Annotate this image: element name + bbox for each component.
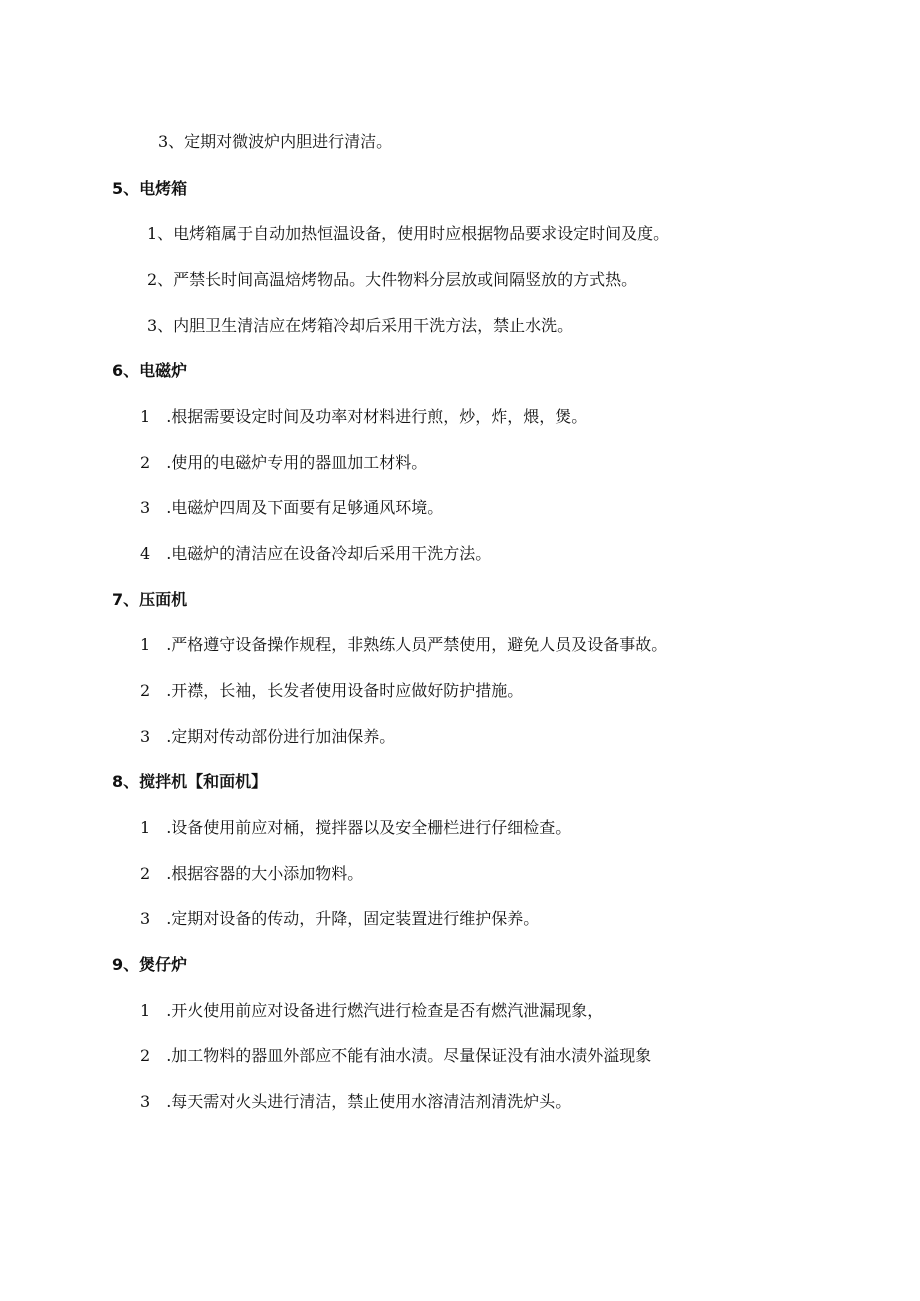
item-text: .根据需要设定时间及功率对材料进行煎，炒，炸，煨，煲。 xyxy=(166,407,588,426)
dough-press-item-2 xyxy=(140,681,523,701)
item-number: 4 xyxy=(140,544,151,563)
oven-item-1: 1、电烤箱属于自动加热恒温设备，使用时应根据物品要求设定时间及度。 xyxy=(147,224,670,243)
section-heading-induction: 6、电磁炉 xyxy=(112,361,188,380)
item-number: 1 xyxy=(140,1001,151,1020)
item-text: .使用的电磁炉专用的器皿加工材料。 xyxy=(166,453,428,472)
item-text: .电磁炉的清洁应在设备冷却后采用干洗方法。 xyxy=(166,544,492,563)
section-heading-mixer: 8、搅拌机【和面机】 xyxy=(112,772,268,791)
item-number: 1 xyxy=(140,407,151,426)
induction-item-2 xyxy=(140,453,427,473)
dough-press-item-3 xyxy=(140,727,395,747)
item-number: 3 xyxy=(140,909,151,928)
intro-item-3 xyxy=(158,132,392,152)
claypot-stove-item-1 xyxy=(140,1001,603,1021)
item-number: 3 xyxy=(140,727,151,746)
mixer-item-1 xyxy=(140,818,571,838)
dough-press-item-1 xyxy=(140,635,667,655)
item-number: 3 xyxy=(140,498,151,517)
oven-item-2: 2、严禁长时间高温焙烤物品。大件物料分层放或间隔竖放的方式热。 xyxy=(147,270,638,289)
item-text: .严格遵守设备操作规程，非熟练人员严禁使用，避免人员及设备事故。 xyxy=(166,635,668,654)
item-number: 1 xyxy=(140,635,151,654)
item-text: .定期对设备的传动，升降，固定装置进行维护保养。 xyxy=(166,909,540,928)
induction-item-3 xyxy=(140,498,443,518)
section-heading-dough-press: 7、压面机 xyxy=(112,590,188,609)
oven-item-3: 3、内胆卫生清洁应在烤箱冷却后采用干洗方法，禁止水洗。 xyxy=(147,316,574,335)
induction-item-1 xyxy=(140,407,587,427)
item-text: .定期对传动部份进行加油保养。 xyxy=(166,727,396,746)
item-number: 1 xyxy=(140,818,151,837)
item-text: .根据容器的大小添加物料。 xyxy=(166,864,364,883)
item-text: .设备使用前应对桶，搅拌器以及安全栅栏进行仔细检查。 xyxy=(166,818,572,837)
item-text: .开襟，长袖，长发者使用设备时应做好防护措施。 xyxy=(166,681,524,700)
mixer-item-2 xyxy=(140,864,363,884)
item-text: .加工物料的器皿外部应不能有油水渍。尽量保证没有油水渍外溢现象 xyxy=(166,1046,652,1065)
section-heading-oven: 5、电烤箱 xyxy=(112,179,188,198)
item-text: .电磁炉四周及下面要有足够通风环境。 xyxy=(166,498,444,517)
item-text: .开火使用前应对设备进行燃汽进行检查是否有燃汽泄漏现象， xyxy=(166,1001,604,1020)
induction-item-4 xyxy=(140,544,491,564)
intro-text: 3、定期对微波炉内胆进行清洁。 xyxy=(158,132,393,151)
item-number: 2 xyxy=(140,453,151,472)
item-number: 2 xyxy=(140,1046,151,1065)
item-number: 2 xyxy=(140,864,151,883)
section-heading-claypot-stove: 9、煲仔炉 xyxy=(112,955,188,974)
item-number: 3 xyxy=(140,1092,151,1111)
item-text: .每天需对火头进行清洁，禁止使用水溶清洁剂清洗炉头。 xyxy=(166,1092,572,1111)
mixer-item-3 xyxy=(140,909,539,929)
claypot-stove-item-3 xyxy=(140,1092,571,1112)
item-number: 2 xyxy=(140,681,151,700)
claypot-stove-item-2 xyxy=(140,1046,651,1066)
